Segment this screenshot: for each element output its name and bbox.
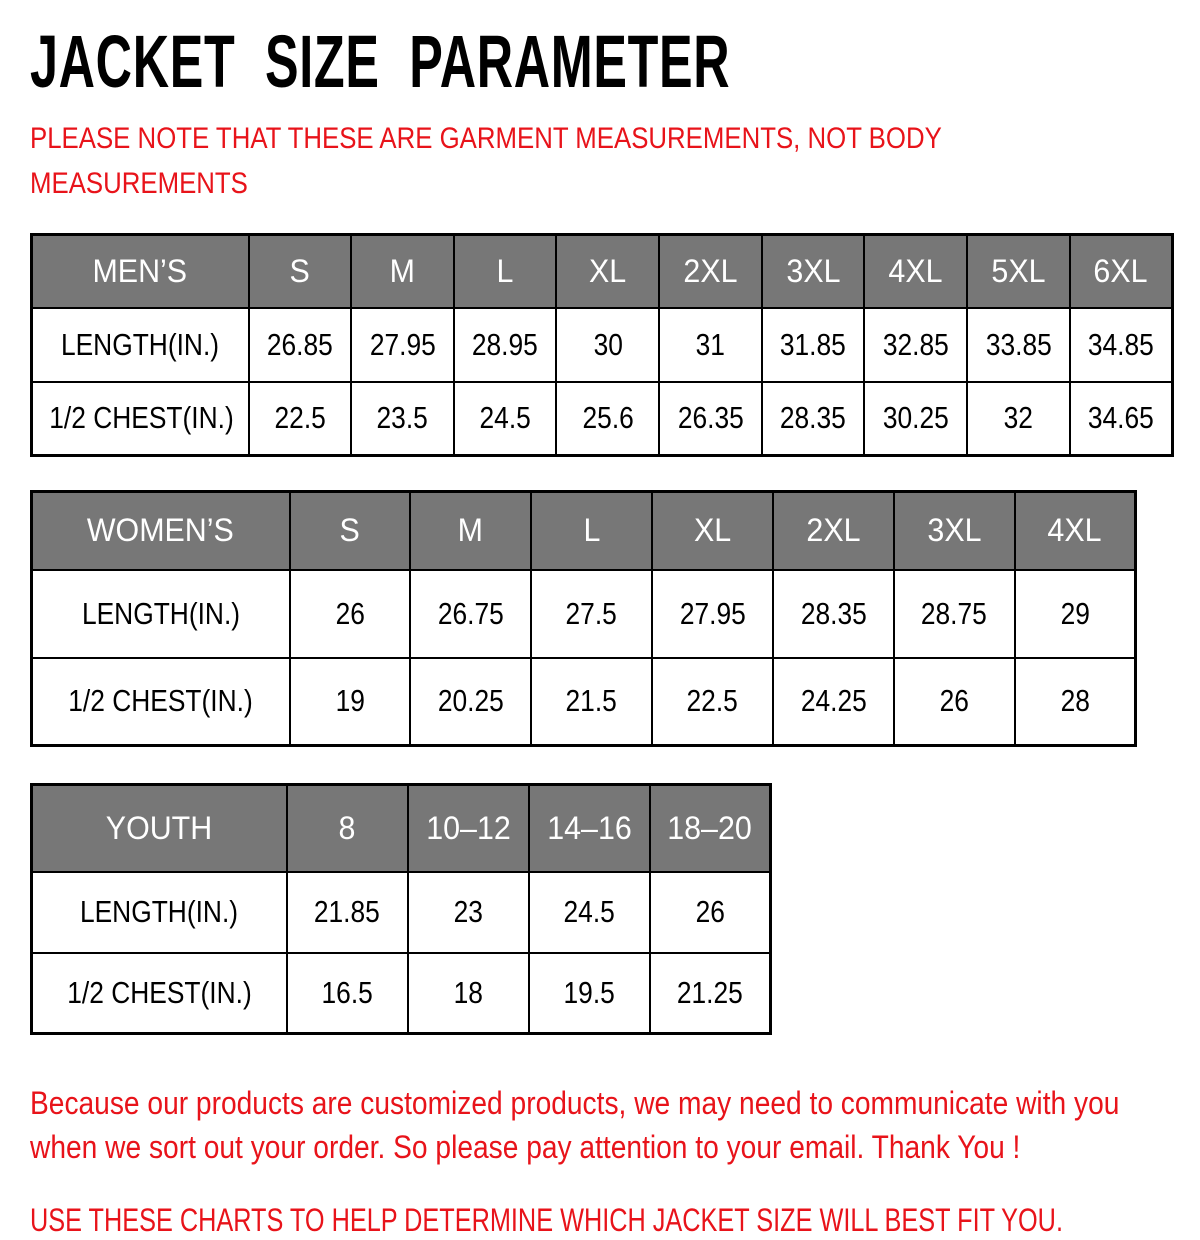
- header-row: [32, 235, 1173, 308]
- header-cell-label: 18–20: [667, 809, 753, 846]
- measurement-value: 30.25: [882, 400, 949, 436]
- customization-notice-line-2: when we sort out your order. So please pay attention to your email. Thank You !: [30, 1129, 1021, 1165]
- row-label: LENGTH(IN.): [61, 326, 220, 362]
- value-cell: [773, 570, 894, 658]
- customization-notice-line-1: Because our products are customized products, we may need to communicate with you: [30, 1085, 1120, 1121]
- value-cell: [773, 658, 894, 746]
- note-line-1: PLEASE NOTE THAT THESE ARE GARMENT MEASUREMENTS, NOT BODY: [30, 122, 942, 155]
- measurement-value: 19.5: [563, 974, 615, 1010]
- note-line-2: MEASUREMENTS: [30, 167, 248, 200]
- measurement-value: 22.5: [274, 400, 326, 436]
- value-cell: [249, 382, 352, 456]
- row-label: LENGTH(IN.): [80, 894, 239, 929]
- measurement-row: [32, 570, 1136, 658]
- header-cell-label: L: [496, 252, 514, 289]
- page-title: JACKET SIZE PARAMETER: [30, 20, 731, 103]
- row-label-cell: [32, 953, 287, 1034]
- measurement-value: 30: [593, 326, 623, 362]
- customization-notice: [30, 1081, 1182, 1169]
- measurement-value: 28: [1060, 683, 1090, 719]
- womens-size-table: [30, 490, 1137, 747]
- size-header-cell: [556, 235, 659, 308]
- garment-measurement-note: [30, 116, 1182, 206]
- table-title-cell: [32, 785, 287, 872]
- measurement-value: 24.25: [800, 683, 867, 719]
- row-label: LENGTH(IN.): [81, 595, 240, 631]
- size-header-cell: [249, 235, 352, 308]
- size-header-cell: [529, 785, 650, 872]
- measurement-value: 26.85: [266, 326, 333, 362]
- row-label-cell: [32, 570, 290, 658]
- table-title-cell: [32, 492, 290, 570]
- header-cell-label: 14–16: [546, 809, 632, 846]
- value-cell: [762, 308, 865, 382]
- value-cell: [659, 382, 762, 456]
- value-cell: [290, 570, 411, 658]
- measurement-row: [32, 308, 1173, 382]
- measurement-value: 26.35: [677, 400, 744, 436]
- measurement-value: 26.75: [437, 595, 504, 631]
- header-cell-label: 10–12: [425, 809, 511, 846]
- value-cell: [652, 658, 773, 746]
- size-header-cell: [290, 492, 411, 570]
- value-cell: [1015, 658, 1136, 746]
- header-row: [32, 492, 1136, 570]
- value-cell: [410, 570, 531, 658]
- header-cell-label: XL: [589, 252, 627, 289]
- size-header-cell: [351, 235, 454, 308]
- measurement-value: 26: [939, 683, 969, 719]
- measurement-value: 19: [335, 683, 365, 719]
- header-cell-label: 3XL: [927, 512, 982, 549]
- measurement-value: 27.5: [565, 595, 618, 631]
- header-cell-label: 8: [338, 809, 356, 846]
- value-cell: [531, 658, 652, 746]
- size-header-cell: [1070, 235, 1173, 308]
- size-header-cell: [762, 235, 865, 308]
- size-header-cell: [773, 492, 894, 570]
- size-header-cell: [408, 785, 529, 872]
- value-cell: [762, 382, 865, 456]
- header-cell-label: L: [583, 512, 601, 549]
- header-cell-label: YOUTH: [106, 809, 213, 846]
- measurement-row: [32, 658, 1136, 746]
- measurement-value: 31.85: [780, 326, 847, 362]
- value-cell: [351, 382, 454, 456]
- measurement-value: 24.5: [563, 894, 615, 929]
- measurement-value: 28.95: [472, 326, 539, 362]
- header-cell-label: 3XL: [786, 252, 841, 289]
- measurement-value: 26: [695, 894, 725, 929]
- measurement-value: 33.85: [985, 326, 1052, 362]
- measurement-value: 31: [695, 326, 726, 362]
- value-cell: [408, 953, 529, 1034]
- header-cell-label: MEN’S: [92, 252, 188, 289]
- value-cell: [864, 308, 967, 382]
- header-cell-label: 6XL: [1093, 252, 1148, 289]
- size-header-cell: [864, 235, 967, 308]
- header-cell-label: 5XL: [991, 252, 1046, 289]
- value-cell: [249, 308, 352, 382]
- value-cell: [529, 953, 650, 1034]
- value-cell: [894, 570, 1015, 658]
- measurement-value: 27.95: [369, 326, 436, 362]
- measurement-value: 21.85: [314, 894, 380, 929]
- header-cell-label: M: [389, 252, 416, 289]
- sizing-tip: [30, 1200, 1182, 1240]
- value-cell: [1070, 308, 1173, 382]
- value-cell: [410, 658, 531, 746]
- header-cell-label: M: [458, 512, 484, 549]
- measurement-value: 20.25: [437, 683, 504, 719]
- value-cell: [967, 382, 1070, 456]
- size-header-cell: [287, 785, 408, 872]
- measurement-value: 28.35: [780, 400, 847, 436]
- measurement-value: 24.5: [479, 400, 531, 436]
- row-label-cell: [32, 872, 287, 953]
- header-cell-label: 2XL: [806, 512, 861, 549]
- value-cell: [556, 382, 659, 456]
- size-header-cell: [531, 492, 652, 570]
- header-cell-label: 2XL: [683, 252, 738, 289]
- value-cell: [1070, 382, 1173, 456]
- row-label-cell: [32, 308, 249, 382]
- value-cell: [650, 953, 771, 1034]
- value-cell: [864, 382, 967, 456]
- value-cell: [556, 308, 659, 382]
- measurement-value: 32.85: [882, 326, 949, 362]
- value-cell: [351, 308, 454, 382]
- measurement-value: 16.5: [321, 974, 373, 1010]
- measurement-value: 21.5: [565, 683, 618, 719]
- youth-size-table: [30, 783, 772, 1035]
- size-header-cell: [454, 235, 557, 308]
- value-cell: [650, 872, 771, 953]
- measurement-value: 23.5: [376, 400, 429, 436]
- size-header-cell: [652, 492, 773, 570]
- row-label: 1/2 CHEST(IN.): [68, 683, 253, 719]
- value-cell: [894, 658, 1015, 746]
- size-header-cell: [650, 785, 771, 872]
- row-label-cell: [32, 658, 290, 746]
- value-cell: [529, 872, 650, 953]
- table-title-cell: [32, 235, 249, 308]
- value-cell: [659, 308, 762, 382]
- size-header-cell: [894, 492, 1015, 570]
- value-cell: [967, 308, 1070, 382]
- value-cell: [408, 872, 529, 953]
- measurement-value: 32: [1003, 400, 1034, 436]
- header-cell-label: S: [339, 512, 361, 549]
- measurement-value: 23: [453, 894, 483, 929]
- value-cell: [287, 872, 408, 953]
- header-cell-label: WOMEN’S: [87, 512, 235, 549]
- measurement-value: 34.85: [1087, 326, 1154, 362]
- row-label: 1/2 CHEST(IN.): [67, 974, 252, 1010]
- value-cell: [290, 658, 411, 746]
- mens-size-table: [30, 233, 1174, 457]
- header-cell-label: 4XL: [888, 252, 943, 289]
- header-cell-label: XL: [693, 512, 732, 549]
- value-cell: [1015, 570, 1136, 658]
- measurement-value: 28.75: [921, 595, 988, 631]
- size-header-cell: [1015, 492, 1136, 570]
- measurement-value: 18: [453, 974, 483, 1010]
- measurement-value: 28.35: [800, 595, 867, 631]
- measurement-row: [32, 872, 771, 953]
- measurement-value: 34.65: [1087, 400, 1154, 436]
- measurement-value: 21.25: [676, 974, 743, 1010]
- row-label: 1/2 CHEST(IN.): [49, 400, 234, 436]
- header-row: [32, 785, 771, 872]
- value-cell: [652, 570, 773, 658]
- value-cell: [454, 382, 557, 456]
- size-header-cell: [967, 235, 1070, 308]
- measurement-value: 27.95: [679, 595, 746, 631]
- value-cell: [531, 570, 652, 658]
- measurement-value: 26: [335, 595, 365, 631]
- size-header-cell: [410, 492, 531, 570]
- row-label-cell: [32, 382, 249, 456]
- header-cell-label: S: [289, 252, 310, 289]
- measurement-value: 22.5: [686, 683, 739, 719]
- measurement-row: [32, 953, 771, 1034]
- sizing-tip-line: USE THESE CHARTS TO HELP DETERMINE WHICH JACKET SIZE WILL BEST FIT YOU.: [30, 1202, 1063, 1238]
- value-cell: [454, 308, 557, 382]
- measurement-value: 29: [1060, 595, 1090, 631]
- measurement-row: [32, 382, 1173, 456]
- measurement-value: 25.6: [582, 400, 634, 436]
- header-cell-label: 4XL: [1047, 512, 1102, 549]
- size-header-cell: [659, 235, 762, 308]
- value-cell: [287, 953, 408, 1034]
